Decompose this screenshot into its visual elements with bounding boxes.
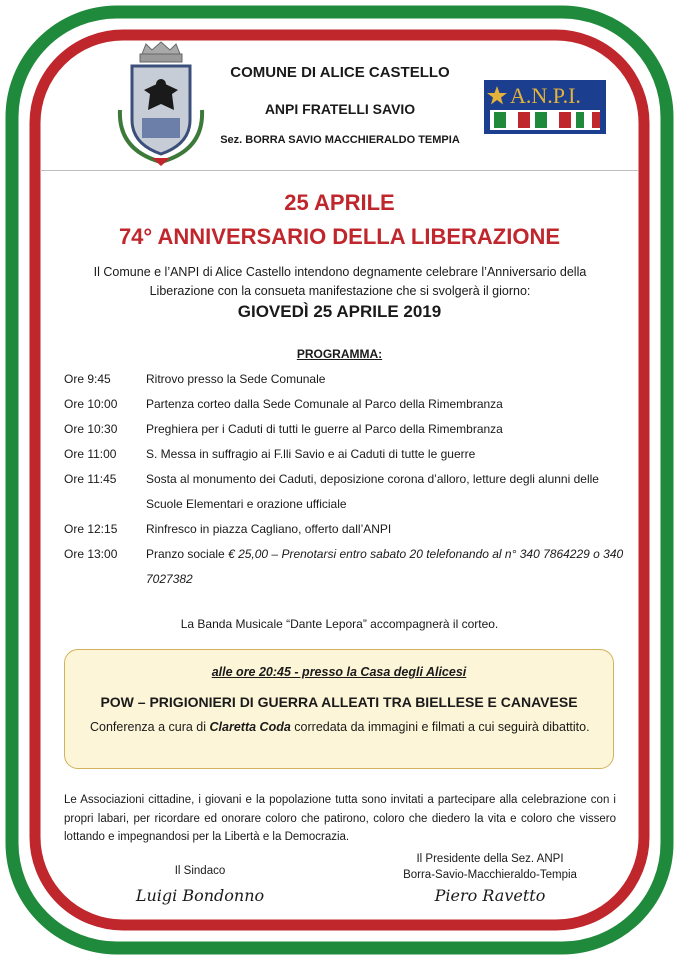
programma-heading: PROGRAMMA:	[296, 347, 383, 361]
comune-crest-icon	[112, 40, 210, 168]
schedule-text: Preghiera per i Caduti di tutti le guerre al Parco della Rimembranza	[146, 422, 503, 436]
schedule-time: Ore 11:00	[64, 447, 117, 461]
schedule-text: Ritrovo presso la Sede Comunale	[146, 372, 326, 386]
title-date: 25 APRILE	[284, 190, 395, 215]
schedule-text: S. Messa in suffragio ai F.lli Savio e ai Caduti di tutte le guerre	[146, 447, 476, 461]
schedule-time: Ore 11:45	[64, 472, 117, 486]
schedule-time: Ore 9:45	[64, 372, 111, 386]
presidente-name: Piero Ravetto	[434, 886, 546, 905]
invitation-text: Le Associazioni cittadine, i giovani e la popolazione tutta sono invitati a partecipare alla celebrazione con i propri labari, per ricordare ed onorare coloro che patirono, coloro che diedero la vita e coloro che vissero lottando e impegnandosi per la Libertà e la Democrazia.	[64, 794, 616, 843]
schedule-time: Ore 10:00	[64, 397, 118, 411]
anpi-logo-text: A.N.P.I.	[510, 83, 581, 108]
schedule-time: Ore 10:30	[64, 422, 118, 436]
sezione-name: Sez. BORRA SAVIO MACCHIERALDO TEMPIA	[220, 134, 460, 146]
schedule-time: Ore 12:15	[64, 522, 118, 536]
schedule-text-plain: Pranzo sociale	[146, 547, 225, 561]
schedule-text: Sosta al monumento dei Caduti, deposizione corona d’alloro, letture degli alunni delle Scuole Elementari e orazione ufficiale	[146, 472, 599, 511]
schedule-time: Ore 13:00	[64, 547, 118, 561]
schedule-text: Partenza corteo dalla Sede Comunale al Parco della Rimembranza	[146, 397, 503, 411]
evening-event-box	[64, 649, 614, 769]
presidente-label: Il Presidente della Sez. ANPI	[416, 853, 564, 865]
comune-name: COMUNE DI ALICE CASTELLO	[230, 64, 450, 81]
intro-text: Il Comune e l’ANPI di Alice Castello intendono degnamente celebrare l’Anniversario della Liberazione con la consueta manifestazione che si svolgerà il giorno:	[93, 265, 587, 298]
anpi-name: ANPI FRATELLI SAVIO	[264, 101, 416, 117]
evening-time: alle ore 20:45 - presso la Casa degli Alicesi	[211, 665, 467, 679]
band-note: La Banda Musicale “Dante Lepora” accompagnerà il corteo.	[180, 617, 499, 631]
sindaco-name: Luigi Bondonno	[135, 886, 265, 905]
schedule-text	[146, 542, 626, 592]
evening-title: POW – PRIGIONIERI DI GUERRA ALLEATI TRA BIELLESE E CANAVESE	[100, 694, 578, 710]
evening-description	[90, 718, 590, 736]
title-anniversary: 74° ANNIVERSARIO DELLA LIBERAZIONE	[118, 224, 561, 249]
anpi-logo	[484, 80, 606, 134]
presidente-section: Borra-Savio-Macchieraldo-Tempia	[403, 869, 577, 881]
evening-text-after: corredata da immagini e filmati a cui seguirà dibattito.	[294, 720, 590, 734]
header-divider	[40, 170, 638, 171]
evening-text-before: Conferenza a cura di	[90, 720, 207, 734]
event-date: GIOVEDÌ 25 APRILE 2019	[237, 302, 442, 321]
schedule-text: Rinfresco in piazza Cagliano, offerto dall’ANPI	[146, 522, 392, 536]
schedule-text-italic: € 25,00 – Prenotarsi entro sabato 20 telefonando al n° 340 7864229 o 340 7027382	[146, 547, 624, 586]
evening-speaker: Claretta Coda	[209, 720, 291, 734]
sindaco-label: Il Sindaco	[174, 865, 226, 877]
